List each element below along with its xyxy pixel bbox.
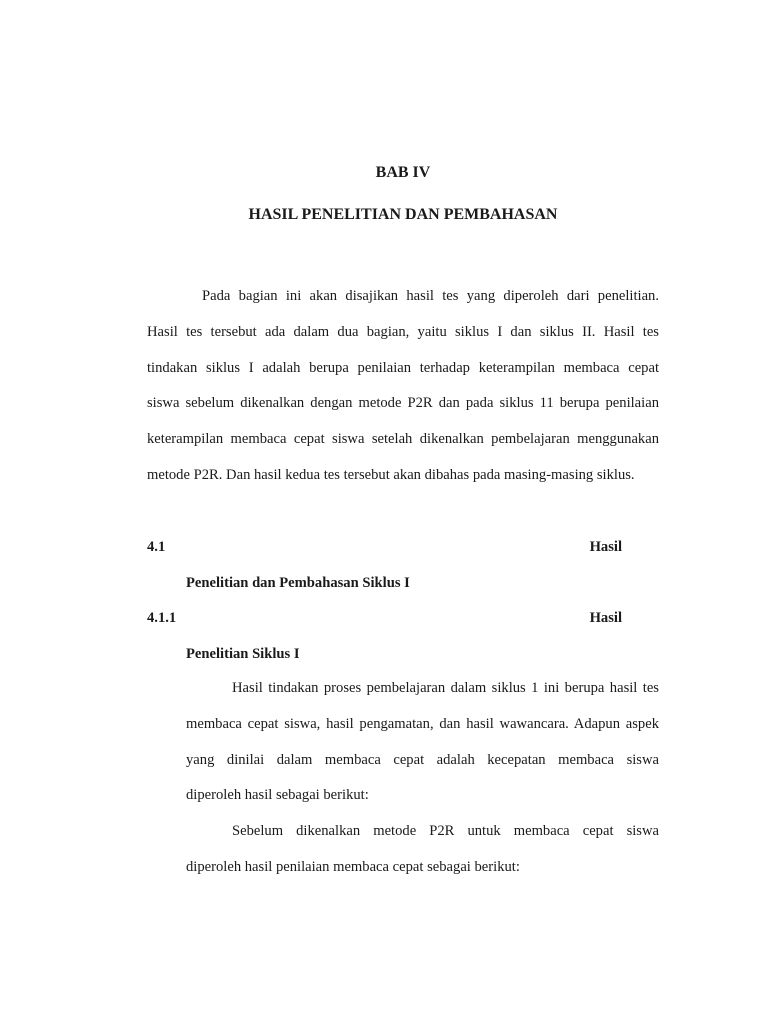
- body-line: yang dinilai dalam membaca cepat adalah kecepatan membaca siswa: [186, 751, 659, 768]
- intro-line: keterampilan membaca cepat siswa setelah dikenalkan pembelajaran menggunakan: [147, 431, 659, 448]
- intro-line: tindakan siklus I adalah berupa penilaian terhadap keterampilan membaca cepat: [147, 359, 659, 376]
- section-number: 4.1: [147, 539, 166, 555]
- chapter-label: BAB IV: [375, 164, 431, 181]
- intro-line: Hasil tes tersebut ada dalam dua bagian, yaitu siklus I dan siklus II. Hasil tes: [147, 323, 659, 340]
- section-number: 4.1.1: [147, 610, 177, 626]
- intro-paragraph: [147, 279, 659, 494]
- body-line: Hasil tindakan proses pembelajaran dalam siklus 1 ini berupa hasil tes: [232, 680, 659, 696]
- body-line: Sebelum dikenalkan metode P2R untuk membaca cepat siswa: [232, 823, 659, 840]
- section-heading-word: Hasil: [589, 610, 622, 626]
- intro-line: Pada bagian ini akan disajikan hasil tes yang diperoleh dari penelitian.: [202, 288, 659, 304]
- section-heading-4-1-1-continuation: Penelitian Siklus I: [186, 646, 300, 662]
- body-line: membaca cepat siswa, hasil pengamatan, dan hasil wawancara. Adapun aspek: [186, 715, 659, 732]
- body-line: diperoleh hasil sebagai berikut:: [186, 787, 369, 804]
- section-body: [186, 671, 659, 886]
- section-heading-word: Hasil: [589, 539, 622, 555]
- section-heading-4-1-continuation: Penelitian dan Pembahasan Siklus I: [186, 575, 410, 591]
- intro-line: siswa sebelum dikenalkan dengan metode P2R dan pada siklus 11 berupa penilaian: [147, 395, 659, 412]
- intro-line: metode P2R. Dan hasil kedua tes tersebut akan dibahas pada masing-masing siklus.: [147, 466, 635, 483]
- chapter-title: HASIL PENELITIAN DAN PEMBAHASAN: [248, 206, 558, 223]
- body-line: diperoleh hasil penilaian membaca cepat sebagai berikut:: [186, 858, 520, 875]
